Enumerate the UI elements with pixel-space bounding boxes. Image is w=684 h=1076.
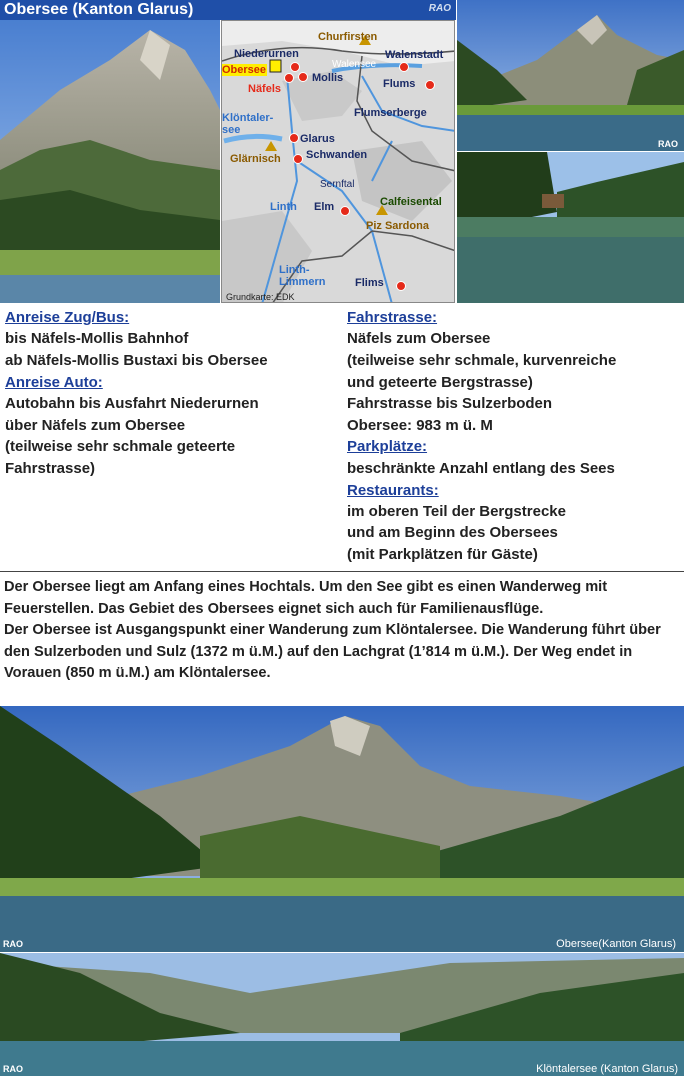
map-label-niederurnen: Niederurnen bbox=[234, 48, 299, 60]
map-label-churfirsten: Churfirsten bbox=[318, 31, 378, 43]
region-map bbox=[221, 20, 455, 303]
car-line-2: über Näfels zum Obersee bbox=[5, 417, 186, 434]
map-label-flums: Flums bbox=[383, 78, 416, 90]
map-label-naefels: Näfels bbox=[248, 83, 282, 95]
title-bar bbox=[0, 0, 456, 20]
car-line-1: Autobahn bis Ausfahrt Niederurnen bbox=[5, 395, 259, 412]
photo-mountain-left bbox=[0, 20, 220, 303]
map-label-obersee: Obersee bbox=[222, 64, 267, 76]
map-dot-flims bbox=[396, 281, 406, 291]
car-line-3: (teilweise sehr schmale geteerte bbox=[5, 438, 236, 455]
photo-watermark-panorama: RAO bbox=[3, 939, 23, 949]
road-line-5: Obersee: 983 m ü. M bbox=[347, 417, 493, 434]
heading-restaurants: Restaurants: bbox=[347, 482, 439, 499]
map-label-glarus: Glarus bbox=[300, 133, 335, 145]
map-dot-schwanden bbox=[293, 154, 303, 164]
panorama-caption: Obersee(Kanton Glarus) bbox=[556, 938, 676, 950]
description-paragraph-2: Der Obersee ist Ausgangspunkt einer Wanderung zum Klöntalersee. Die Wanderung führt über den Sulzerboden und Sulz (1372 m ü.M.) auf den Lachgrat (1’814 m ü.M.). Der Weg endet in Vorauen (850 m ü.M.) am Klöntalersee. bbox=[4, 622, 661, 681]
map-dot-glarus bbox=[289, 133, 299, 143]
map-label-walenstadt: Walenstadt bbox=[385, 49, 444, 61]
map-label-flumserberge: Flumserberge bbox=[354, 107, 427, 119]
header-watermark: RAO bbox=[428, 3, 451, 14]
restaurants-line-2: und am Beginn des Obersees bbox=[347, 524, 558, 541]
map-label-kloentalersee: Klöntaler- see bbox=[222, 112, 274, 136]
restaurants-line-3: (mit Parkplätzen für Gäste) bbox=[347, 546, 538, 563]
photo-watermark-top-right: RAO bbox=[658, 139, 678, 149]
heading-road: Fahrstrasse: bbox=[347, 309, 438, 326]
heading-train-bus: Anreise Zug/Bus: bbox=[5, 309, 130, 326]
map-label-calfeisental: Calfeisental bbox=[380, 196, 442, 208]
map-dot-flums bbox=[425, 80, 435, 90]
bottom-caption: Klöntalersee (Kanton Glarus) bbox=[536, 1063, 678, 1075]
road-line-2: (teilweise sehr schmale, kurvenreiche bbox=[347, 352, 617, 369]
map-label-mollis: Mollis bbox=[312, 72, 344, 84]
heading-parking: Parkplätze: bbox=[347, 438, 428, 455]
map-dot-elm bbox=[340, 206, 350, 216]
photo-watermark-bottom: RAO bbox=[3, 1064, 23, 1074]
map-dot-mollis bbox=[298, 72, 308, 82]
description-paragraph-1: Der Obersee liegt am Anfang eines Hochtals. Um den See gibt es einen Wanderweg mit Feuerstellen. Das Gebiet des Obersees eignet sich auch für Familienausflüge. bbox=[4, 579, 608, 617]
car-line-4: Fahrstrasse) bbox=[5, 460, 96, 477]
map-label-elm: Elm bbox=[314, 201, 335, 213]
road-line-1: Näfels zum Obersee bbox=[347, 330, 491, 347]
description-block bbox=[4, 577, 680, 685]
map-credit: Grundkarte: EDK bbox=[226, 292, 295, 302]
road-line-4: Fahrstrasse bis Sulzerboden bbox=[347, 395, 553, 412]
restaurants-line-1: im oberen Teil der Bergstrecke bbox=[347, 503, 566, 520]
map-dot-obersee bbox=[284, 73, 294, 83]
map-label-schwanden: Schwanden bbox=[306, 149, 368, 161]
map-dot-niederurnen bbox=[290, 62, 300, 72]
page-title: Obersee (Kanton Glarus) bbox=[4, 1, 194, 18]
map-label-glaernisch: Glärnisch bbox=[230, 153, 281, 165]
heading-car: Anreise Auto: bbox=[5, 374, 103, 391]
photo-obersee-panorama bbox=[0, 706, 684, 952]
map-label-sernftal: Sernftal bbox=[320, 179, 355, 190]
map-dot-walenstadt bbox=[399, 62, 409, 72]
parking-line-1: beschränkte Anzahl entlang des Sees bbox=[347, 460, 615, 477]
train-line-1: bis Näfels-Mollis Bahnhof bbox=[5, 330, 189, 347]
map-label-walensee: Walensee bbox=[332, 59, 377, 70]
train-line-2: ab Näfels-Mollis Bustaxi bis Obersee bbox=[5, 352, 268, 369]
map-label-linth: Linth bbox=[270, 201, 297, 213]
map-label-flims: Flims bbox=[355, 277, 384, 289]
map-label-piz-sardona: Piz Sardona bbox=[366, 220, 429, 232]
photo-kloentalersee bbox=[0, 953, 684, 1076]
photo-lake-forest-right bbox=[457, 152, 684, 303]
photo-lake-top-right bbox=[457, 0, 684, 151]
section-divider bbox=[0, 571, 684, 572]
map-label-linth-limmern: Linth- Limmern bbox=[279, 264, 326, 288]
road-line-3: und geteerte Bergstrasse) bbox=[347, 374, 533, 391]
